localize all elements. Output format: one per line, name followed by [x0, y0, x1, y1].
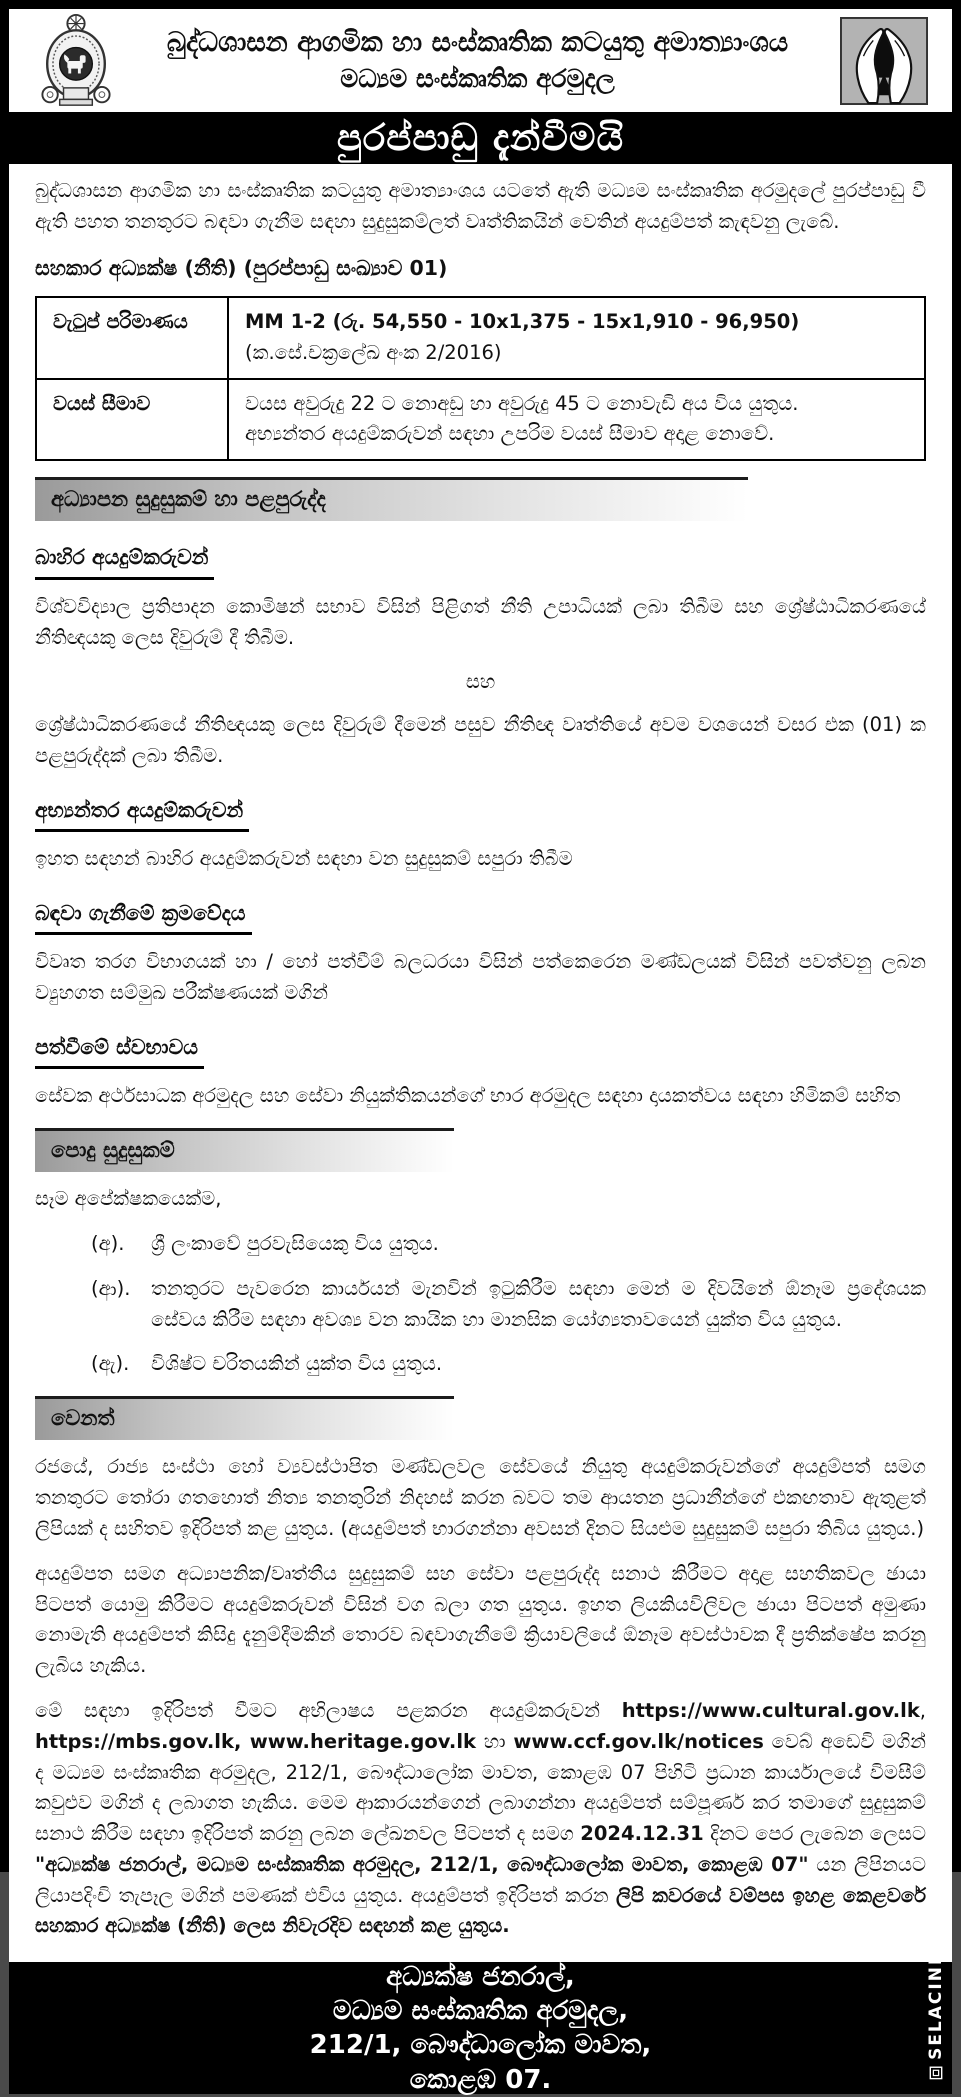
general-lead-text: සෑම අපේක්ෂකයෙක්ම,: [35, 1187, 222, 1211]
paragraph-recruitment-method: විවෘත තරග විභාගයක් හා / හෝ පත්වීම් බලධරයා විසින් පත්කෙරෙන මණ්ඩලයක් විසින් පවත්වනු ලබන ව්‍යුහගත සම්මුඛ පරීක්ෂණයක් මගින්: [35, 950, 926, 1005]
heading-external-applicants: බාහිර අයදුම්කරුවන්: [35, 541, 214, 579]
paragraph-other-1: රජයේ, රාජ්‍ය සංස්ථා හෝ ව්‍යවස්ථාපිත මණ්ඩලවල සේවයේ නියුතු අයදුම්කරුවන්ගේ අයදුම්පත් සමග තනතුරට තෝරා ගතහොත් නිත්‍ය තනතුරින් නිදහස් කරන බවට තම ආයතන ප්‍රධානීන්ගේ එකඟතාව ඇතුළත් ලිපියක් ද සහිතව ඉදිරිපත් කළ යුතුය. (අයදුම්පත් භාරගන්නා අවසන් දිනට සියළුම සුදුසුකම් සපුරා තිබිය යුතුය.): [35, 1455, 926, 1540]
age-limit-value: [228, 379, 925, 461]
address-line: අධ්‍යක්ෂ ජනරාල්,: [386, 1961, 575, 1992]
selacine-brand-text: SELACINE: [926, 1951, 946, 2061]
post-title: සහකාර අධ්‍යක්ෂ (නීති) (පුරප්පාඩු සංඛ්‍යාව 01): [35, 255, 448, 280]
address-line: 212/1, බෞද්ධාලෝක මාවත,: [309, 2030, 652, 2061]
item-text: ශ්‍රී ලංකාවේ පුරවැසියෙකු විය යුතුය.: [151, 1231, 439, 1255]
age-limit-label: වයස් සීමාව: [36, 379, 228, 461]
heading-recruitment-method: බඳවා ගැනීමේ ක්‍රමවේදය: [35, 897, 252, 935]
header-titles: [115, 25, 840, 95]
age-limit-line1: වයස අවුරුදු 22 ට නොඅඩු හා අවුරුදු 45 ට නොවැඩි අය විය යුතුය.: [245, 391, 799, 415]
address-line: කොළඹ 07.: [409, 2064, 552, 2095]
address-line: මධ්‍යම සංස්කෘතික අරමුදල,: [332, 1995, 629, 2026]
notice-body: [9, 164, 952, 1962]
list-item: [91, 1229, 926, 1260]
item-marker: (ආ).: [91, 1276, 131, 1300]
section-banner-other: වෙනත්: [35, 1396, 454, 1440]
ministry-name: බුද්ධශාසන ආගමික හා සංස්කෘතික කටයුතු අමාත්‍යාංශය: [166, 27, 789, 59]
list-item: [91, 1274, 926, 1336]
age-limit-line2: අභ්‍යන්තර අයදුම්කරුවන් සඳහා උපරිම වයස් සීමාව අදාළ නොවේ.: [245, 422, 775, 446]
table-row: [36, 379, 925, 461]
paragraph-appointment-nature: සේවක අර්ථසාධක අරමුදල සහ සේවා නියුක්තිකයන්ගේ භාර අරමුදල සඳහා දායකත්වය සඳහා හිමිකම් සහිත: [35, 1084, 901, 1108]
salary-age-table: [35, 296, 926, 461]
salary-scale-amount: MM 1-2 (රු. 54,550 - 10x1,375 - 15x1,910 - 96,950): [245, 309, 800, 333]
conjunction-text: සහ: [465, 670, 496, 694]
intro-paragraph: බුද්ධශාසන ආගමික හා සංස්කෘතික කටයුතු අමාත්‍යාංශය යටතේ ඇති මධ්‍යම සංස්කෘතික අරමුදලේ පුරප්පාඩු වී ඇති පහත තනතුරට බඳවා ගැනීම සඳහා සුදුසුකම්ලත් වෘත්තිකයින් වෙතින් අයදුම්පත් කැඳවනු ලැබේ.: [35, 179, 926, 233]
header: [9, 9, 952, 112]
salary-circular-ref: (ක.සේ.චක්‍රලේඛ අංක 2/2016): [245, 340, 502, 364]
selacine-tagline-text: MEDIA SOLUTIONS: [929, 1902, 943, 1946]
item-marker: (ඇ).: [91, 1352, 130, 1376]
paragraph-internal-qualifications: ඉහත සඳහන් බාහිර අයදුම්කරුවන් සඳහා වන සුදුසුකම් සපුරා තිබීම: [35, 847, 573, 871]
footer-address-block: [9, 1902, 952, 2095]
item-text: තනතුරට පැවරෙන කාර්යයන් මැනවින් ඉටුකිරීම සඳහා මෙන් ම දිවයිනේ ඕනෑම ප්‍රදේශයක සේවය කිරීම සඳහා අවශ්‍ය වන කායික හා මානසික යෝග්‍යතාවයෙන් යුක්ත විය යුතුය.: [151, 1276, 926, 1331]
selacine-logo-icon: [929, 2066, 943, 2080]
fund-name: මධ්‍යම සංස්කෘතික අරමුදල: [340, 63, 615, 93]
central-cultural-fund-logo-icon: [840, 17, 928, 105]
table-row: [36, 297, 925, 379]
sri-lanka-state-emblem-icon: [37, 13, 115, 109]
paragraph-external-qualifications: විශ්වවිද්‍යාල ප්‍රතිපාදන කොමිෂන් සභාව විසින් පිළිගත් නීති උපාධියක් ලබා තිබීම සහ ශ්‍රේෂ්ඨාධිකරණයේ නීතිඥයකු ලෙස දිවුරුම් දී තිබීම.: [35, 594, 926, 649]
list-item: [91, 1349, 926, 1380]
paragraph-application-submission: මේ සඳහා ඉදිරිපත් වීමට අභිලාෂය පළකරන අයදුම්කරුවන් https://www.cultural.gov.lk, https://mbs.gov.lk, www.heritage.gov.lk හා www.ccf.gov.lk/notices වෙබ් අඩෙවි මගින් ද මධ්‍යම සංස්කෘතික අරමුදල, 212/1, බෞද්ධාලෝක මාවත, කොළඹ 07 පිහිටි ප්‍රධාන කාර්යාලයේ විමසීම් කවුළුව මගින් ද ලබාගත හැකිය. මෙම ආකාරයන්ගෙන් ලබාගන්නා අයදුම්පත් සම්පූර්ණ කර තමාගේ සුදුසුකම් සනාථ කිරීම සඳහා ඉදිරිපත් කරනු ලබන ලේඛනවල පිටපත් ද සමග 2024.12.31 දිනට පෙර ලැබෙන ලෙසට "අධ්‍යක්ෂ ජනරාල්, මධ්‍යම සංස්කෘතික අරමුදල, 212/1, බෞද්ධාලෝක මාවත, කොළඹ 07" යන ලිපිනයට ලියාපදිංචි තැපෑල මගින් පමණක් එවිය යුතුය. අයදුම්පත් ඉදිරිපත් කරන ලිපි කවරයේ වම්පස ඉහළ කෙළවරේ සහකාර අධ්‍යක්ෂ (නීති) ලෙස නිවැරදිව සඳහන් කළ යුතුය.: [35, 1698, 926, 1938]
item-marker: (අ).: [91, 1231, 125, 1255]
vacancy-title-banner: [9, 112, 952, 164]
salary-scale-value: [228, 297, 925, 379]
heading-internal-applicants: අභ්‍යන්තර අයදුම්කරුවන්: [35, 794, 249, 832]
item-text: විශිෂ්ට චරිතයකින් යුක්ත විය යුතුය.: [151, 1352, 443, 1376]
selacine-watermark: [926, 1902, 946, 2080]
section-banner-general-qualifications: පොදු සුදුසුකම්: [35, 1128, 454, 1172]
paragraph-other-2: අයදුම්පත සමග අධ්‍යාපනික/වෘත්තීය සුදුසුකම් සහ සේවා පළපුරුද්ද සනාථ කිරීමට අදාළ සහතිකවල ඡායා පිටපත් යොමු කිරීමට අයදුම්කරුවන් විසින් වග බලා ගත යුතුය. ඉහත ලියකියවිලිවල ඡායා පිටපත් අමුණා නොමැති අයදුම්පත් කිසිදු දැනුම්දීමකින් තොරව බඳවාගැනීමේ ක්‍රියාවලියේ ඕනෑම අවස්ථාවක දී ප්‍රතික්ෂේප කරනු ලැබිය හැකිය.: [35, 1561, 926, 1678]
section-banner-qualifications: අධ්‍යාපන සුදුසුකම් හා පළපුරුද්ද: [35, 477, 748, 521]
salary-scale-label: වැටුප් පරිමාණය: [36, 297, 228, 379]
vacancy-title: පුරප්පාඩු දැන්වීමයි: [336, 116, 625, 159]
paragraph-experience-requirement: ශ්‍රේෂ්ඨාධිකරණයේ නීතිඥයකු ලෙස දිවුරුම් දීමෙන් පසුව නීතිඥ වෘත්තියේ අවම වශයෙන් වසර එක (01) ක පළපුරුද්දක් ලබා තිබීම.: [35, 713, 926, 767]
heading-appointment-nature: පත්වීමේ ස්වභාවය: [35, 1031, 204, 1069]
